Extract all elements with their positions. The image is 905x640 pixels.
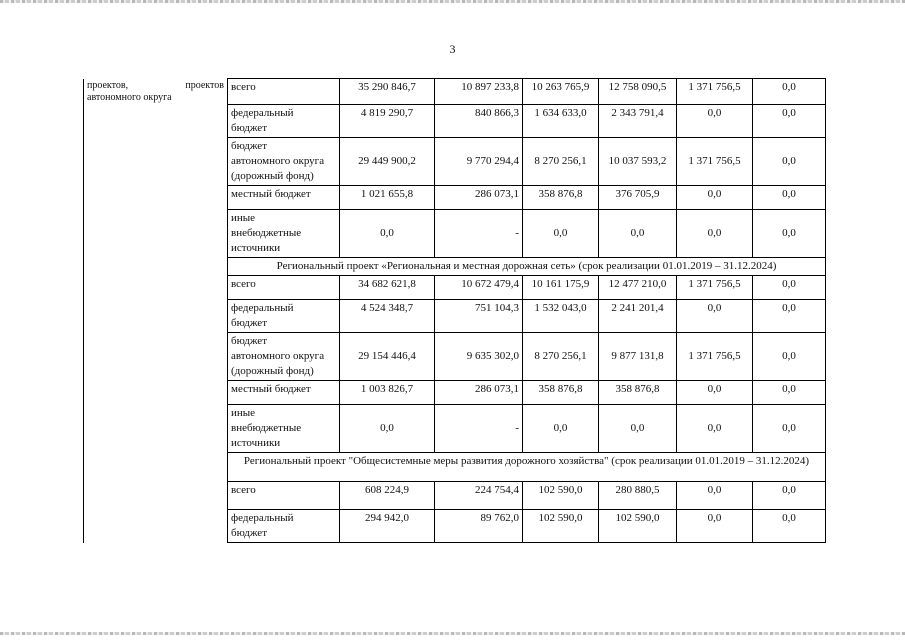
amount-cell: 0,0 — [677, 405, 753, 453]
amount-cell: 1 532 043,0 — [523, 300, 599, 333]
amount-cell: 0,0 — [677, 186, 753, 210]
amount-cell: 0,0 — [340, 210, 435, 258]
funding-source-label — [228, 333, 340, 381]
amount-cell: 0,0 — [753, 510, 826, 543]
amount-cell: 0,0 — [340, 405, 435, 453]
program-title-word: проектов, — [87, 79, 129, 91]
funding-source-label — [228, 381, 340, 405]
table-row — [84, 186, 826, 210]
funding-source-label-line: местный бюджет — [231, 188, 311, 200]
amount-cell: 1 371 756,5 — [677, 333, 753, 381]
funding-source-label-line: федеральный — [231, 302, 294, 314]
funding-source-label-line: (дорожный фонд) — [231, 365, 314, 377]
amount-cell: 8 270 256,1 — [523, 138, 599, 186]
amount-cell: 376 705,9 — [599, 186, 677, 210]
amount-cell: 9 635 302,0 — [435, 333, 523, 381]
amount-cell: 2 241 201,4 — [599, 300, 677, 333]
amount-cell: 358 876,8 — [523, 381, 599, 405]
table-row — [84, 138, 826, 186]
amount-cell: 0,0 — [523, 405, 599, 453]
section-heading: Региональный проект «Региональная и местная дорожная сеть» (срок реализации 01.01.2019 – 31.12.2024) — [228, 258, 826, 276]
funding-source-label-line: источники — [231, 437, 281, 449]
program-title-cell — [84, 79, 228, 105]
blank-cell — [84, 381, 228, 405]
amount-cell: 1 634 633,0 — [523, 105, 599, 138]
program-title-line-2: автономного округа — [87, 91, 172, 103]
table-row — [84, 333, 826, 381]
amount-cell: 4 819 290,7 — [340, 105, 435, 138]
funding-source-label-line: бюджет — [231, 527, 267, 539]
amount-cell: 34 682 621,8 — [340, 276, 435, 300]
blank-cell — [84, 276, 228, 300]
funding-source-label — [228, 210, 340, 258]
table-row — [84, 300, 826, 333]
funding-source-label — [228, 105, 340, 138]
funding-source-label — [228, 482, 340, 510]
budget-table — [83, 78, 826, 543]
amount-cell: 35 290 846,7 — [340, 79, 435, 105]
table-row — [84, 210, 826, 258]
blank-cell — [84, 405, 228, 453]
blank-cell — [84, 300, 228, 333]
amount-cell: 29 154 446,4 — [340, 333, 435, 381]
program-title-line-1 — [87, 80, 224, 92]
blank-cell — [84, 138, 228, 186]
funding-source-label — [228, 79, 340, 105]
amount-cell: 9 770 294,4 — [435, 138, 523, 186]
amount-cell: 286 073,1 — [435, 381, 523, 405]
funding-source-label-line: всего — [231, 81, 256, 93]
funding-source-label-line: внебюджетные — [231, 422, 302, 434]
table-row — [84, 105, 826, 138]
amount-cell: 358 876,8 — [599, 381, 677, 405]
amount-cell: 89 762,0 — [435, 510, 523, 543]
amount-cell: 1 021 655,8 — [340, 186, 435, 210]
amount-cell: 224 754,4 — [435, 482, 523, 510]
amount-cell: 0,0 — [677, 482, 753, 510]
section-heading: Региональный проект "Общесистемные меры развития дорожного хозяйства" (срок реализации 01.01.2019 – 31.12.2024) — [228, 453, 826, 482]
amount-cell: 0,0 — [599, 405, 677, 453]
amount-cell: 0,0 — [753, 482, 826, 510]
amount-cell: 0,0 — [753, 105, 826, 138]
blank-cell — [84, 333, 228, 381]
amount-cell: 10 037 593,2 — [599, 138, 677, 186]
amount-cell: 0,0 — [677, 510, 753, 543]
blank-cell — [84, 186, 228, 210]
funding-source-label-line: бюджет — [231, 335, 267, 347]
amount-cell: 102 590,0 — [523, 482, 599, 510]
amount-cell: 2 343 791,4 — [599, 105, 677, 138]
amount-cell: 1 003 826,7 — [340, 381, 435, 405]
amount-cell: 0,0 — [599, 210, 677, 258]
amount-cell: 1 371 756,5 — [677, 79, 753, 105]
amount-cell: 102 590,0 — [599, 510, 677, 543]
blank-cell — [84, 105, 228, 138]
amount-cell: 12 758 090,5 — [599, 79, 677, 105]
amount-cell: - — [435, 405, 523, 453]
blank-cell — [84, 258, 228, 276]
funding-source-label-line: бюджет — [231, 122, 267, 134]
funding-source-label-line: местный бюджет — [231, 383, 311, 395]
amount-cell: 10 897 233,8 — [435, 79, 523, 105]
amount-cell: 0,0 — [753, 138, 826, 186]
amount-cell: 840 866,3 — [435, 105, 523, 138]
amount-cell: 1 371 756,5 — [677, 138, 753, 186]
amount-cell: 0,0 — [677, 105, 753, 138]
blank-cell — [84, 210, 228, 258]
amount-cell: - — [435, 210, 523, 258]
amount-cell: 102 590,0 — [523, 510, 599, 543]
amount-cell: 0,0 — [753, 333, 826, 381]
amount-cell: 29 449 900,2 — [340, 138, 435, 186]
amount-cell: 0,0 — [677, 300, 753, 333]
amount-cell: 0,0 — [753, 276, 826, 300]
amount-cell: 10 672 479,4 — [435, 276, 523, 300]
table-row — [84, 381, 826, 405]
scan-edge-top — [0, 0, 905, 3]
funding-source-label — [228, 276, 340, 300]
amount-cell: 280 880,5 — [599, 482, 677, 510]
funding-source-label-line: бюджет — [231, 140, 267, 152]
section-heading-row — [84, 453, 826, 482]
page-number: 3 — [449, 42, 456, 56]
funding-source-label — [228, 510, 340, 543]
amount-cell: 0,0 — [753, 210, 826, 258]
funding-source-label-line: (дорожный фонд) — [231, 170, 314, 182]
amount-cell: 10 263 765,9 — [523, 79, 599, 105]
amount-cell: 0,0 — [753, 300, 826, 333]
table-row — [84, 482, 826, 510]
blank-cell — [84, 510, 228, 543]
amount-cell: 4 524 348,7 — [340, 300, 435, 333]
amount-cell: 9 877 131,8 — [599, 333, 677, 381]
table-row — [84, 276, 826, 300]
amount-cell: 0,0 — [523, 210, 599, 258]
amount-cell: 0,0 — [677, 381, 753, 405]
funding-source-label-line: всего — [231, 278, 256, 290]
table-row — [84, 510, 826, 543]
funding-source-label — [228, 186, 340, 210]
amount-cell: 12 477 210,0 — [599, 276, 677, 300]
amount-cell: 294 942,0 — [340, 510, 435, 543]
blank-cell — [84, 453, 228, 482]
funding-source-label-line: источники — [231, 242, 281, 254]
amount-cell: 608 224,9 — [340, 482, 435, 510]
amount-cell: 751 104,3 — [435, 300, 523, 333]
funding-source-label — [228, 138, 340, 186]
funding-source-label — [228, 405, 340, 453]
funding-source-label-line: автономного округа — [231, 155, 325, 167]
funding-source-label-line: всего — [231, 484, 256, 496]
amount-cell: 1 371 756,5 — [677, 276, 753, 300]
amount-cell: 286 073,1 — [435, 186, 523, 210]
funding-source-label-line: автономного округа — [231, 350, 325, 362]
table-row — [84, 79, 826, 105]
program-title-word: проектов — [185, 79, 224, 91]
funding-source-label-line: федеральный — [231, 512, 294, 524]
program-title — [87, 80, 224, 104]
amount-cell: 0,0 — [677, 210, 753, 258]
funding-source-label-line: федеральный — [231, 107, 294, 119]
funding-source-label-line: внебюджетные — [231, 227, 302, 239]
blank-cell — [84, 482, 228, 510]
amount-cell: 358 876,8 — [523, 186, 599, 210]
amount-cell: 8 270 256,1 — [523, 333, 599, 381]
table-row — [84, 405, 826, 453]
funding-source-label-line: иные — [231, 407, 256, 419]
amount-cell: 0,0 — [753, 405, 826, 453]
funding-source-label-line: иные — [231, 212, 256, 224]
amount-cell: 0,0 — [753, 186, 826, 210]
funding-source-label — [228, 300, 340, 333]
amount-cell: 10 161 175,9 — [523, 276, 599, 300]
funding-source-label-line: бюджет — [231, 317, 267, 329]
amount-cell: 0,0 — [753, 79, 826, 105]
section-heading-row — [84, 258, 826, 276]
scan-edge-bottom — [0, 632, 905, 635]
amount-cell: 0,0 — [753, 381, 826, 405]
